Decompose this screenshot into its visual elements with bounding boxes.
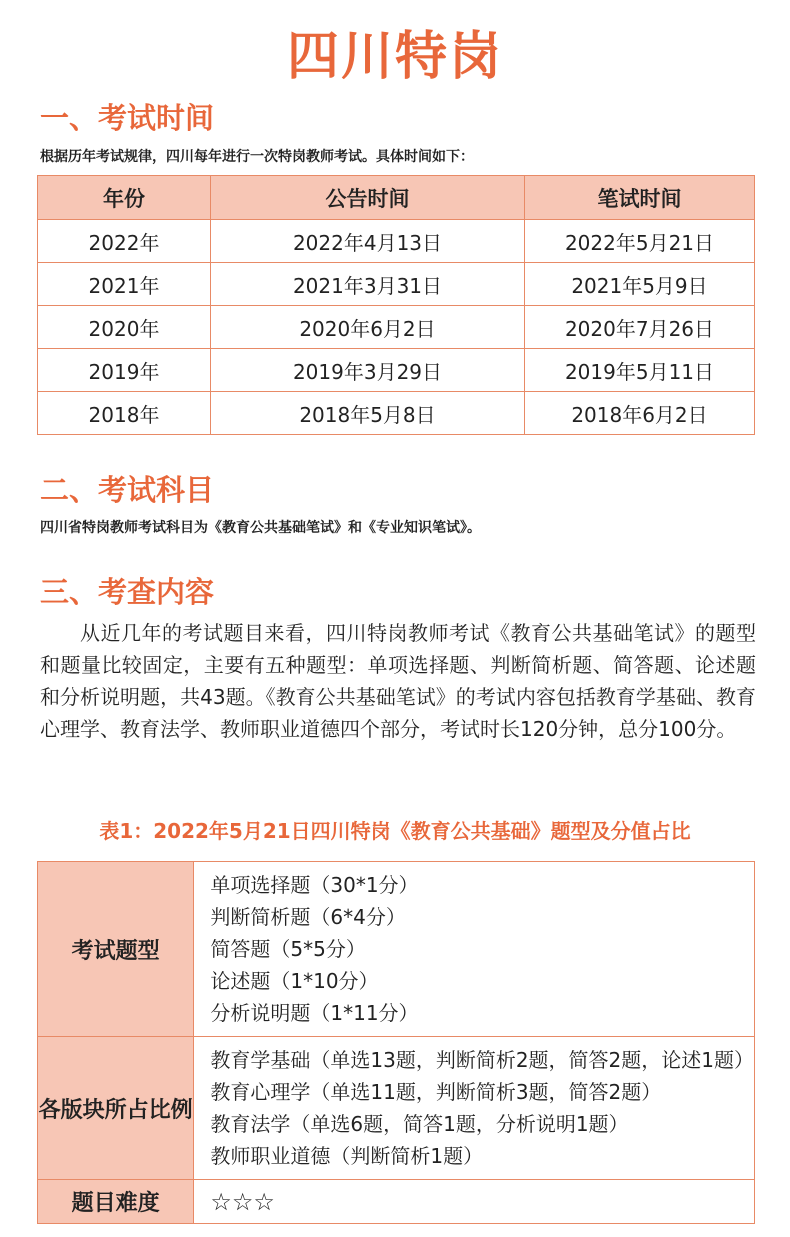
exam-time-note: 根据历年考试规律，四川每年进行一次特岗教师考试。具体时间如下： (40, 149, 474, 165)
section-heading-content: 三、考查内容 (40, 575, 215, 609)
header-year: 年份 (38, 176, 211, 220)
table-row (38, 862, 755, 1037)
table-header-row (38, 176, 755, 220)
table-row (38, 263, 755, 306)
list-item: 教育学基础（单选13题，判断简析2题，简答2题，论述1题） (210, 1048, 754, 1072)
cell-year: 2020年 (38, 306, 211, 349)
cell-announcement: 2021年3月31日 (211, 263, 525, 306)
cell-written-exam: 2018年6月2日 (525, 392, 755, 435)
cell-year: 2021年 (38, 263, 211, 306)
header-announcement: 公告时间 (211, 176, 525, 220)
section-heading-exam-time: 一、考试时间 (40, 101, 215, 135)
table-row (38, 1180, 755, 1224)
question-type-table (37, 861, 755, 1224)
subjects-note: 四川省特岗教师考试科目为《教育公共基础笔试》和《专业知识笔试》。 (40, 520, 481, 536)
list-item: 论述题（1*10分） (210, 969, 379, 993)
cell-announcement: 2018年5月8日 (211, 392, 525, 435)
page-title: 四川特岗 (286, 26, 503, 87)
cell-announcement: 2020年6月2日 (211, 306, 525, 349)
table-row (38, 392, 755, 435)
table-row (38, 1037, 755, 1180)
section-ratio-list (194, 1037, 755, 1180)
table-row (38, 349, 755, 392)
exam-time-table (37, 175, 755, 435)
cell-year: 2022年 (38, 220, 211, 263)
list-item: 简答题（5*5分） (210, 937, 366, 961)
list-item: 分析说明题（1*11分） (210, 1001, 419, 1025)
list-item: 单项选择题（30*1分） (210, 873, 419, 897)
cell-year: 2018年 (38, 392, 211, 435)
cell-announcement: 2022年4月13日 (211, 220, 525, 263)
table-caption: 表1：2022年5月21日四川特岗《教育公共基础》题型及分值占比 (99, 819, 691, 843)
cell-year: 2019年 (38, 349, 211, 392)
cell-written-exam: 2021年5月9日 (525, 263, 755, 306)
section-heading-subjects: 二、考试科目 (40, 473, 215, 507)
label-section-ratio: 各版块所占比例 (38, 1037, 194, 1180)
cell-announcement: 2019年3月29日 (211, 349, 525, 392)
question-types-list (194, 862, 755, 1037)
header-written-exam: 笔试时间 (525, 176, 755, 220)
list-item: 教育法学（单选6题，简答1题，分析说明1题） (210, 1112, 629, 1136)
cell-written-exam: 2020年7月26日 (525, 306, 755, 349)
cell-written-exam: 2019年5月11日 (525, 349, 755, 392)
list-item: 教师职业道德（判断简析1题） (210, 1144, 484, 1168)
difficulty-stars: ☆☆☆ (194, 1180, 755, 1224)
label-question-types: 考试题型 (38, 862, 194, 1037)
label-difficulty: 题目难度 (38, 1180, 194, 1224)
table-row (38, 306, 755, 349)
list-item: 教育心理学（单选11题，判断简析3题，简答2题） (210, 1080, 662, 1104)
content-paragraph: 从近几年的考试题目来看，四川特岗教师考试《教育公共基础笔试》的题型和题量比较固定，主要有五种题型：单项选择题、判断简析题、简答题、论述题和分析说明题，共43题。《教育公共基础笔试》的考试内容包括教育学基础、教育心理学、教育法学、教师职业道德四个部分，考试时长120分钟，总分100分。 (40, 621, 756, 741)
table-row (38, 220, 755, 263)
cell-written-exam: 2022年5月21日 (525, 220, 755, 263)
list-item: 判断简析题（6*4分） (210, 905, 406, 929)
